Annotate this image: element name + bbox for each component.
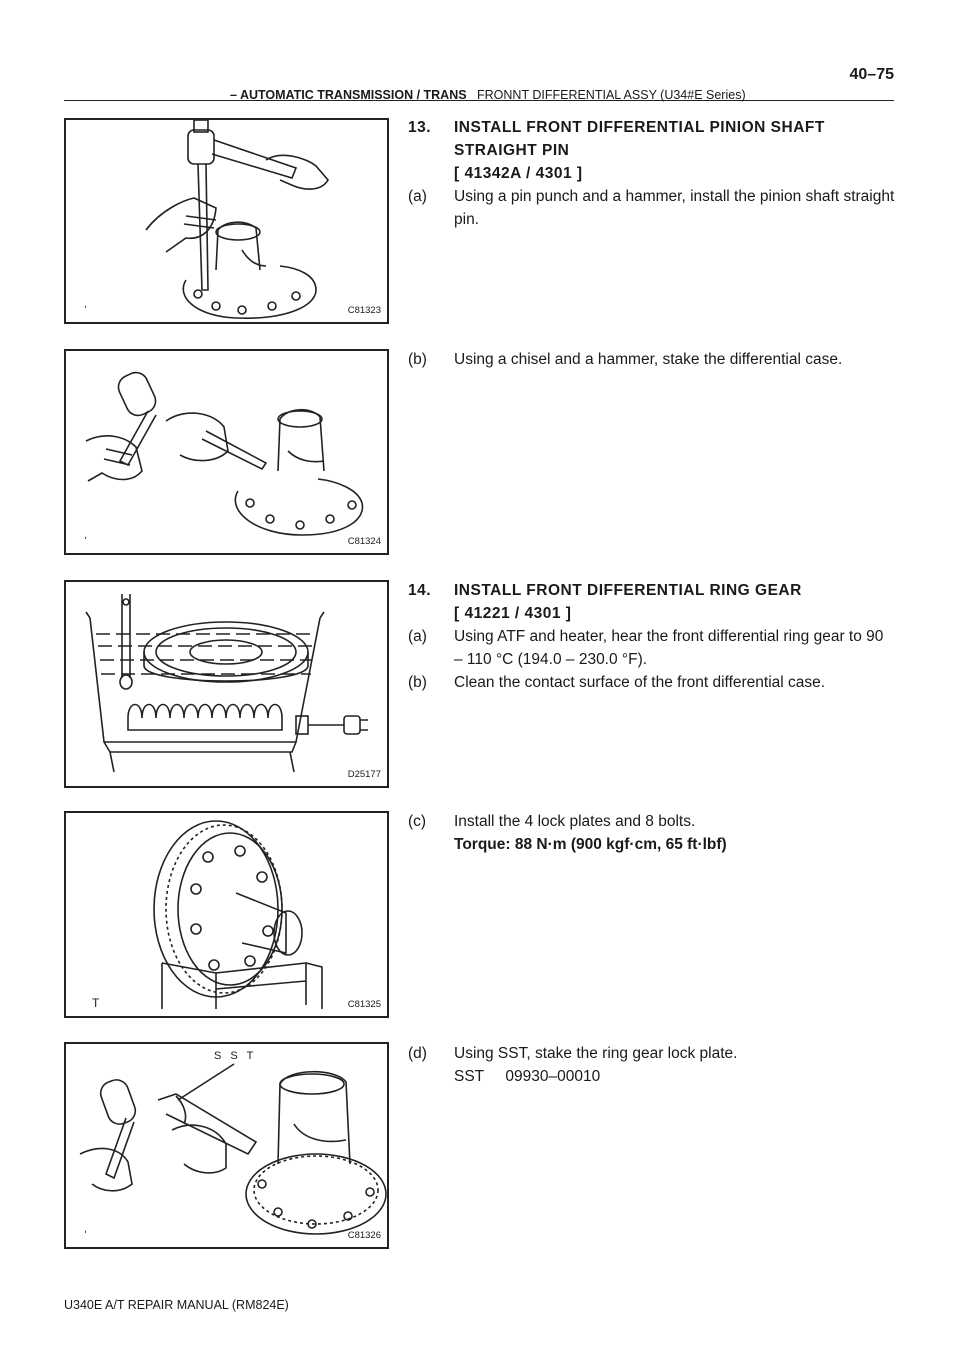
step-title-line2: STRAIGHT PIN [454,142,570,159]
page-footer: U340E A/T REPAIR MANUAL (RM824E) [64,1298,289,1312]
figure-code: C81324 [347,536,381,547]
torque-spec: Torque: 88 N·m (900 kgf·cm, 65 ft·lbf) [454,836,727,853]
substep-number: (b) [408,674,427,691]
header-subsection: FRONNT DIFFERENTIAL ASSY (U34#E Series) [477,88,746,102]
figure-pin-punch [64,118,389,324]
chisel-illustration [66,351,387,553]
figure-code: C81323 [347,305,381,316]
figure-ring-gear-bolts [64,811,389,1018]
figure-code: C81326 [347,1230,381,1241]
figure-mark: ʹ [84,1230,86,1241]
step-14a [408,625,896,671]
substep-text: Using a pin punch and a hammer, install the pinion shaft straight pin. [454,188,895,228]
step-14d [408,1042,896,1088]
header-rule [64,100,894,101]
pin-punch-illustration [66,120,387,322]
step-13b [408,348,896,371]
step-14-title [408,579,896,625]
step-13 [408,116,896,231]
figure-atf-bath [64,580,389,788]
step-14c [408,810,896,856]
figure-label: T [92,996,100,1010]
figure-chisel-stake [64,349,389,555]
substep-text: Using SST, stake the ring gear lock plate. [454,1045,738,1062]
step-number: 14. [408,582,432,599]
step-title-line1: INSTALL FRONT DIFFERENTIAL PINION SHAFT [454,119,825,136]
figure-mark: ʹ [84,305,86,316]
figure-mark: ʹ [84,536,86,547]
substep-number: (c) [408,813,427,830]
substep-text: Clean the contact surface of the front differential case. [454,674,826,691]
sst-label: S S T [214,1050,257,1062]
header-section: – AUTOMATIC TRANSMISSION / TRANS [230,88,467,102]
atf-bath-illustration [66,582,387,786]
substep-number: (a) [408,188,427,205]
ring-gear-illustration [66,813,387,1016]
substep-text: Install the 4 lock plates and 8 bolts. [454,813,696,830]
step-13-title [408,116,896,185]
figure-sst-stake [64,1042,389,1249]
step-13a [408,185,896,231]
substep-number: (b) [408,351,427,368]
page-header [64,62,894,102]
substep-text: Using ATF and heater, hear the front differential ring gear to 90 – 110 °C (194.0 – 230.0 °F). [454,628,884,668]
substep-number: (a) [408,628,427,645]
step-14 [408,579,896,694]
figure-code: C81325 [347,999,381,1010]
substep-text: Using a chisel and a hammer, stake the differential case. [454,351,843,368]
substep-number: (d) [408,1045,427,1062]
step-number: 13. [408,119,432,136]
page-number: 40–75 [849,66,894,83]
step-title-line1: INSTALL FRONT DIFFERENTIAL RING GEAR [454,582,802,599]
figure-code: D25177 [347,769,381,780]
step-code: [ 41221 / 4301 ] [454,605,572,622]
step-14b [408,671,896,694]
step-code: [ 41342A / 4301 ] [454,165,583,182]
sst-number: SST 09930–00010 [454,1068,601,1085]
sst-illustration [66,1044,387,1247]
